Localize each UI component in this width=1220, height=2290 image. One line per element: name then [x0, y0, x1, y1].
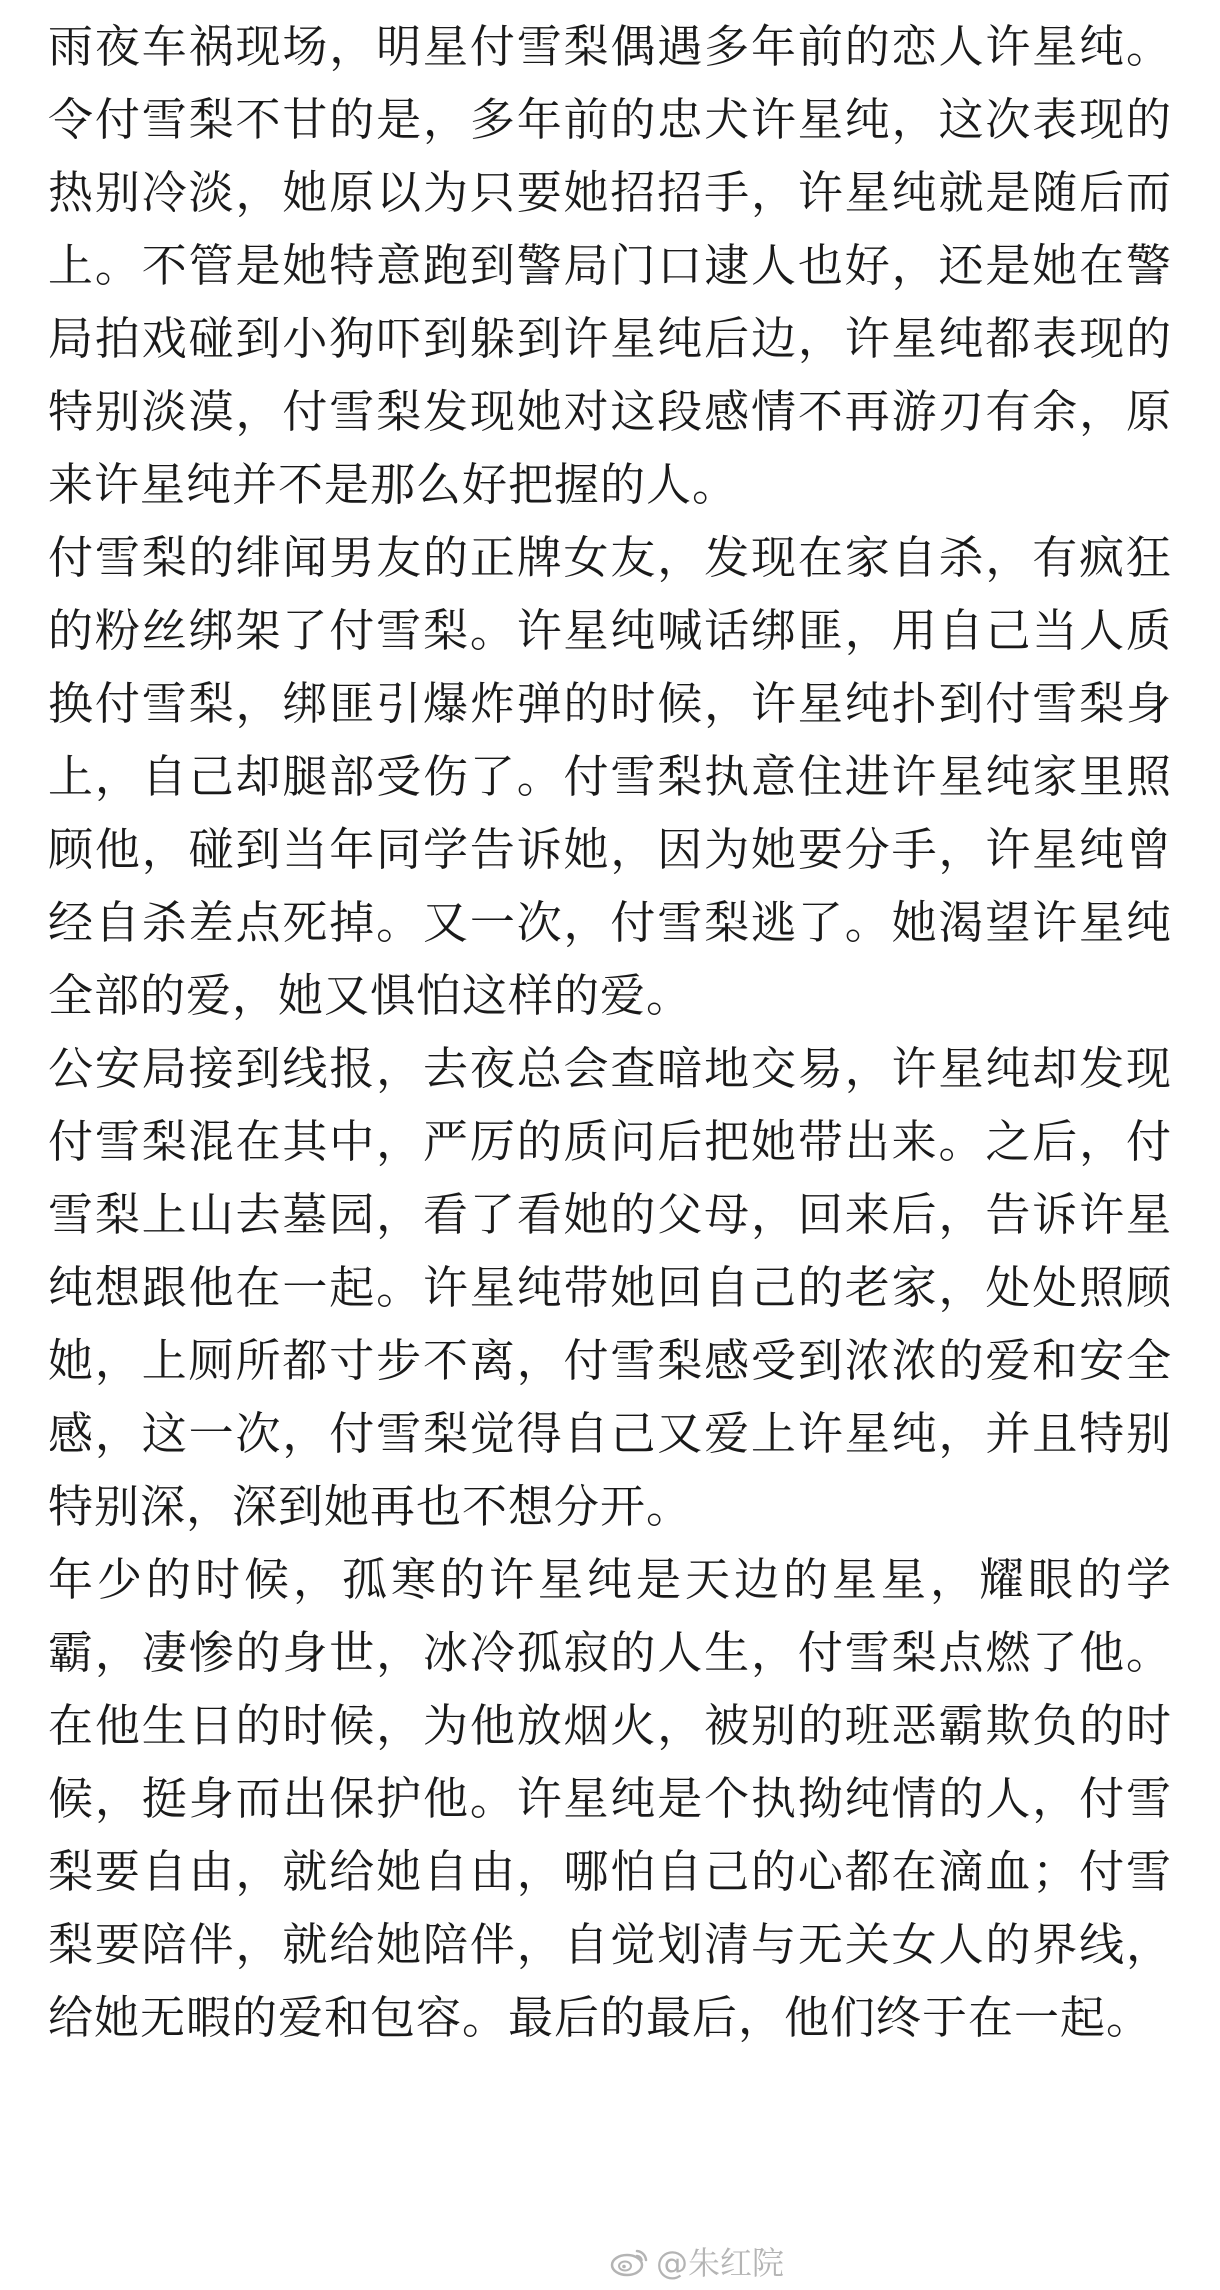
paragraph-3: 公安局接到线报，去夜总会查暗地交易，许星纯却发现付雪梨混在其中，严厉的质问后把她带出来。之后，付雪梨上山去墓园，看了看她的父母，回来后，告诉许星纯想跟他在一起。许星纯带她回自己的老家，处处照顾她，上厕所都寸步不离，付雪梨感受到浓浓的爱和安全感，这一次，付雪梨觉得自己又爱上许星纯，并且特别特别深，深到她再也不想分开。: [48, 1042, 1172, 1533]
paragraph-4: 年少的时候，孤寒的许星纯是天边的星星，耀眼的学霸，凄惨的身世，冰冷孤寂的人生，付雪梨点燃了他。在他生日的时候，为他放烟火，被别的班恶霸欺负的时候，挺身而出保护他。许星纯是个执拗纯情的人，付雪梨要自由，就给她自由，哪怕自己的心都在滴血；付雪梨要陪伴，就给她陪伴，自觉划清与无关女人的界线，给她无暇的爱和包容。最后的最后，他们终于在一起。: [48, 1553, 1172, 2044]
watermark-text: @朱红院: [656, 2244, 785, 2282]
paragraph-1: 雨夜车祸现场，明星付雪梨偶遇多年前的恋人许星纯。令付雪梨不甘的是，多年前的忠犬许星纯，这次表现的热别冷淡，她原以为只要她招招手，许星纯就是随后而上。不管是她特意跑到警局门口逮人也好，还是她在警局拍戏碰到小狗吓到躲到许星纯后边，许星纯都表现的特别淡漠，付雪梨发现她对这段感情不再游刃有余，原来许星纯并不是那么好把握的人。: [48, 20, 1172, 511]
paragraph-2: 付雪梨的绯闻男友的正牌女友，发现在家自杀，有疯狂的粉丝绑架了付雪梨。许星纯喊话绑匪，用自己当人质换付雪梨，绑匪引爆炸弹的时候，许星纯扑到付雪梨身上，自己却腿部受伤了。付雪梨执意住进许星纯家里照顾他，碰到当年同学告诉她，因为她要分手，许星纯曾经自杀差点死掉。又一次，付雪梨逃了。她渴望许星纯全部的爱，她又惧怕这样的爱。: [48, 531, 1172, 1022]
weibo-watermark: [610, 2238, 784, 2284]
article-body: [48, 10, 1172, 2054]
weibo-logo-icon: [610, 2245, 650, 2277]
